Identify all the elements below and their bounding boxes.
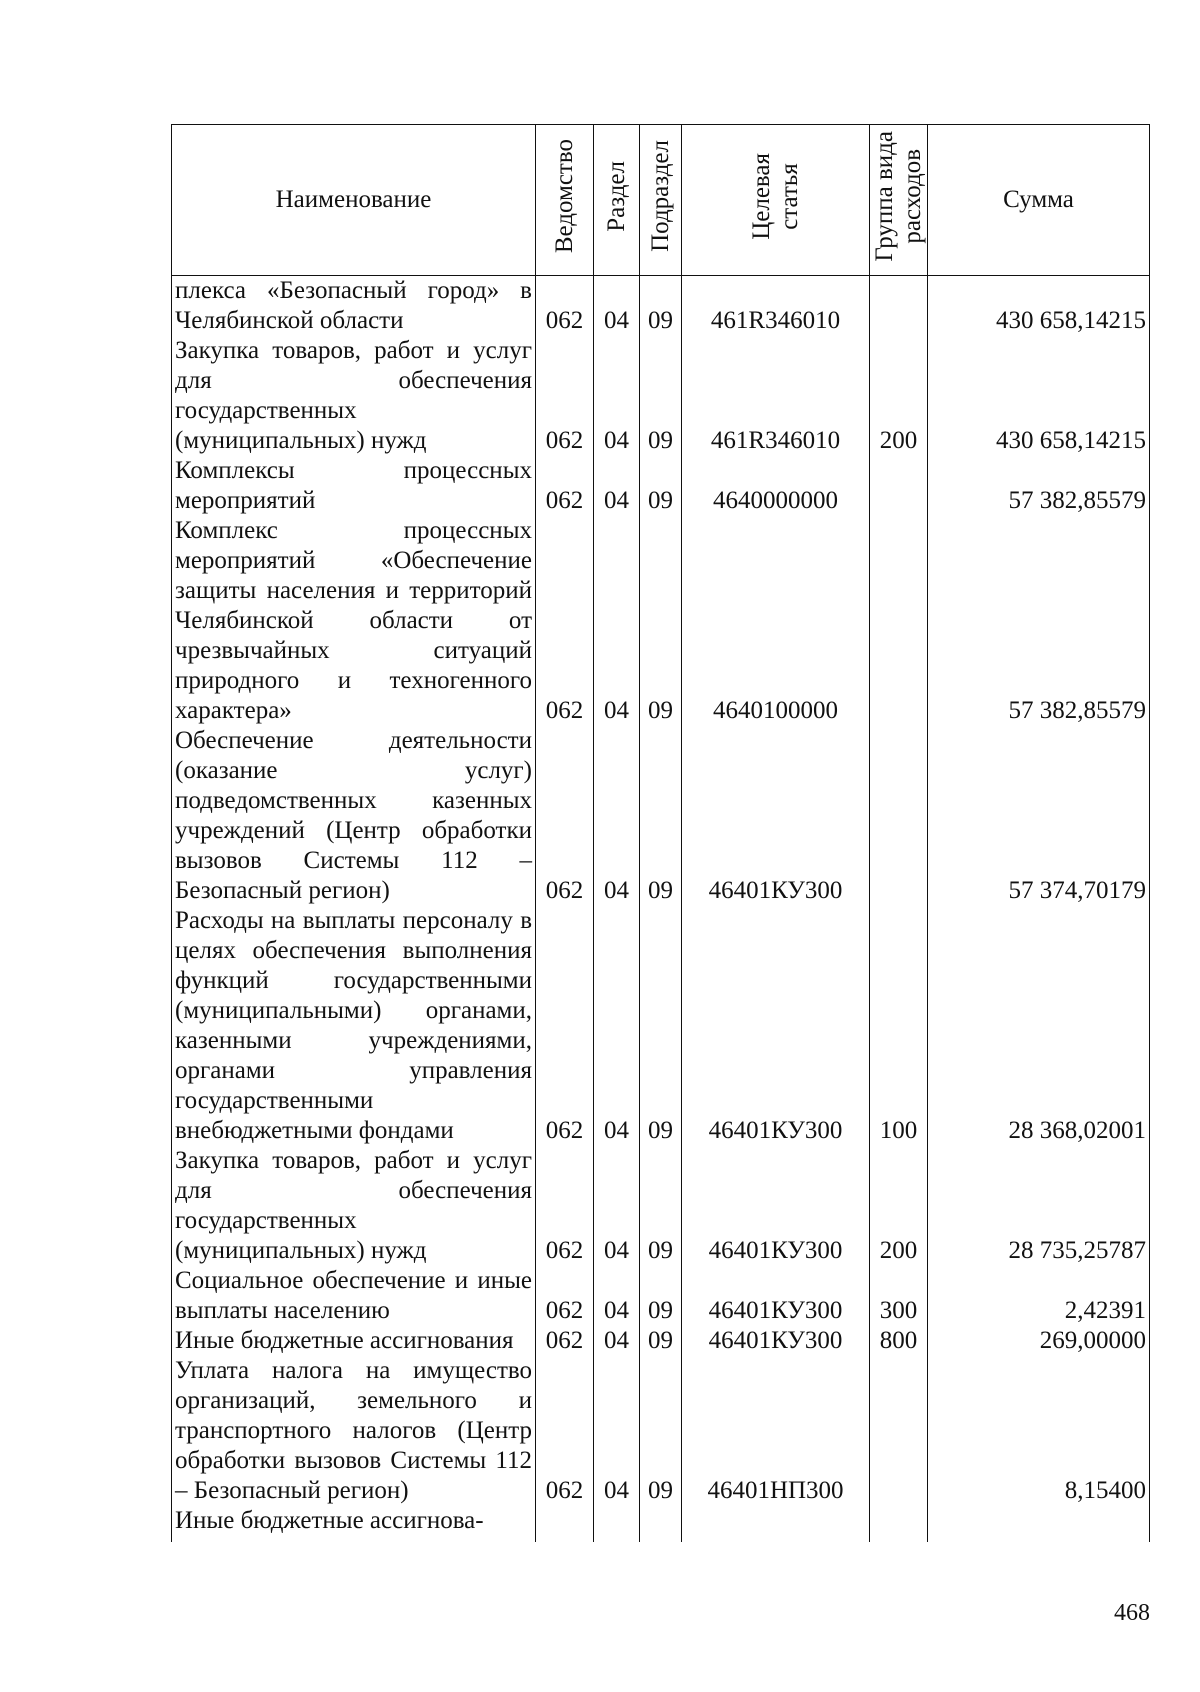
row-vedomstvo: 062 — [536, 516, 594, 726]
header-name: Наименование — [172, 125, 536, 276]
row-name: плекса «Безопасный город» в Челябинской области — [172, 276, 536, 337]
row-celevaya-statya: 4640100000 — [682, 516, 870, 726]
row-celevaya-statya: 46401КУ300 — [682, 1146, 870, 1266]
row-celevaya-statya: 46401КУ300 — [682, 726, 870, 906]
header-celevaya-statya: Целевая статья — [682, 125, 870, 276]
row-summa: 57 382,85579 — [928, 516, 1150, 726]
row-summa: 57 382,85579 — [928, 456, 1150, 516]
row-razdel: 04 — [594, 1326, 640, 1356]
row-podrazdel: 09 — [640, 906, 682, 1146]
table-row — [172, 1356, 1150, 1506]
row-summa: 269,00000 — [928, 1326, 1150, 1356]
row-gruppa-vida: 800 — [870, 1326, 928, 1356]
row-vedomstvo: 062 — [536, 1326, 594, 1356]
row-summa: 430 658,14215 — [928, 276, 1150, 337]
row-celevaya-statya: 46401КУ300 — [682, 906, 870, 1146]
header-razdel: Раздел — [594, 125, 640, 276]
row-name: Иные бюджетные ассигнования — [172, 1326, 536, 1356]
row-gruppa-vida — [870, 726, 928, 906]
page-number: 468 — [1114, 1600, 1150, 1626]
row-summa: 28 368,02001 — [928, 906, 1150, 1146]
table-row — [172, 336, 1150, 456]
row-gruppa-vida — [870, 1356, 928, 1506]
row-podrazdel: 09 — [640, 516, 682, 726]
table-row — [172, 1146, 1150, 1266]
row-name: Социальное обеспечение и иные выплаты населению — [172, 1266, 536, 1326]
row-podrazdel: 09 — [640, 276, 682, 337]
row-gruppa-vida: 300 — [870, 1266, 928, 1326]
row-podrazdel: 09 — [640, 1146, 682, 1266]
row-vedomstvo: 062 — [536, 1356, 594, 1506]
row-celevaya-statya: 46401НП300 — [682, 1356, 870, 1506]
header-podrazdel: Подраздел — [640, 125, 682, 276]
row-razdel: 04 — [594, 1266, 640, 1326]
table-row — [172, 906, 1150, 1146]
table-row — [172, 276, 1150, 337]
row-celevaya-statya: 4640000000 — [682, 456, 870, 516]
budget-table — [171, 124, 1150, 1542]
row-vedomstvo: 062 — [536, 1266, 594, 1326]
row-celevaya-statya: 461R346010 — [682, 336, 870, 456]
row-razdel: 04 — [594, 1146, 640, 1266]
row-vedomstvo: 062 — [536, 336, 594, 456]
row-celevaya-statya: 46401КУ300 — [682, 1266, 870, 1326]
row-vedomstvo: 062 — [536, 456, 594, 516]
header-summa: Сумма — [928, 125, 1150, 276]
row-name: Уплата налога на имущество организаций, земельного и транспортного налогов (Центр обработки вызовов Системы 112 – Безопасный регион) — [172, 1356, 536, 1506]
row-razdel: 04 — [594, 276, 640, 337]
row-name: Расходы на выплаты персоналу в целях обеспечения выполнения функций государственными (муниципальными) органами, казенными учреждениями, органами управления государственными внебюджетными фондами — [172, 906, 536, 1146]
row-summa: 28 735,25787 — [928, 1146, 1150, 1266]
header-gruppa-vida-rashodov: Группа вида расходов — [870, 125, 928, 276]
row-summa: 57 374,70179 — [928, 726, 1150, 906]
table-row — [172, 1326, 1150, 1356]
row-gruppa-vida — [870, 1506, 928, 1542]
row-vedomstvo: 062 — [536, 726, 594, 906]
row-celevaya-statya — [682, 1506, 870, 1542]
row-gruppa-vida — [870, 516, 928, 726]
row-summa — [928, 1506, 1150, 1542]
row-razdel: 04 — [594, 1356, 640, 1506]
row-name: Закупка товаров, работ и услуг для обеспечения государственных (муниципальных) нужд — [172, 1146, 536, 1266]
row-name: Комплексы процессных мероприятий — [172, 456, 536, 516]
row-summa: 430 658,14215 — [928, 336, 1150, 456]
table-row — [172, 516, 1150, 726]
table-row — [172, 1266, 1150, 1326]
row-podrazdel: 09 — [640, 336, 682, 456]
row-vedomstvo: 062 — [536, 906, 594, 1146]
row-gruppa-vida — [870, 276, 928, 337]
row-vedomstvo: 062 — [536, 276, 594, 337]
table-header-row — [172, 125, 1150, 276]
row-razdel: 04 — [594, 456, 640, 516]
row-name: Иные бюджетные ассигнова- — [172, 1506, 536, 1542]
table-row — [172, 456, 1150, 516]
row-podrazdel: 09 — [640, 1356, 682, 1506]
row-summa: 8,15400 — [928, 1356, 1150, 1506]
row-podrazdel: 09 — [640, 1326, 682, 1356]
row-celevaya-statya: 461R346010 — [682, 276, 870, 337]
row-razdel: 04 — [594, 336, 640, 456]
row-name: Комплекс процессных мероприятий «Обеспечение защиты населения и территорий Челябинской области от чрезвычайных ситуаций природного и техногенного характера» — [172, 516, 536, 726]
row-name: Обеспечение деятельности (оказание услуг) подведомственных казенных учреждений (Центр обработки вызовов Системы 112 – Безопасный регион) — [172, 726, 536, 906]
row-summa: 2,42391 — [928, 1266, 1150, 1326]
row-vedomstvo: 062 — [536, 1146, 594, 1266]
table-row — [172, 1506, 1150, 1542]
row-gruppa-vida — [870, 456, 928, 516]
row-vedomstvo — [536, 1506, 594, 1542]
row-podrazdel: 09 — [640, 726, 682, 906]
row-razdel: 04 — [594, 906, 640, 1146]
row-razdel: 04 — [594, 516, 640, 726]
row-gruppa-vida: 100 — [870, 906, 928, 1146]
row-name: Закупка товаров, работ и услуг для обеспечения государственных (муниципальных) нужд — [172, 336, 536, 456]
row-razdel — [594, 1506, 640, 1542]
row-podrazdel: 09 — [640, 1266, 682, 1326]
row-gruppa-vida: 200 — [870, 336, 928, 456]
row-gruppa-vida: 200 — [870, 1146, 928, 1266]
row-podrazdel — [640, 1506, 682, 1542]
table-row — [172, 726, 1150, 906]
row-celevaya-statya: 46401КУ300 — [682, 1326, 870, 1356]
row-razdel: 04 — [594, 726, 640, 906]
header-vedomstvo: Ведомство — [536, 125, 594, 276]
row-podrazdel: 09 — [640, 456, 682, 516]
